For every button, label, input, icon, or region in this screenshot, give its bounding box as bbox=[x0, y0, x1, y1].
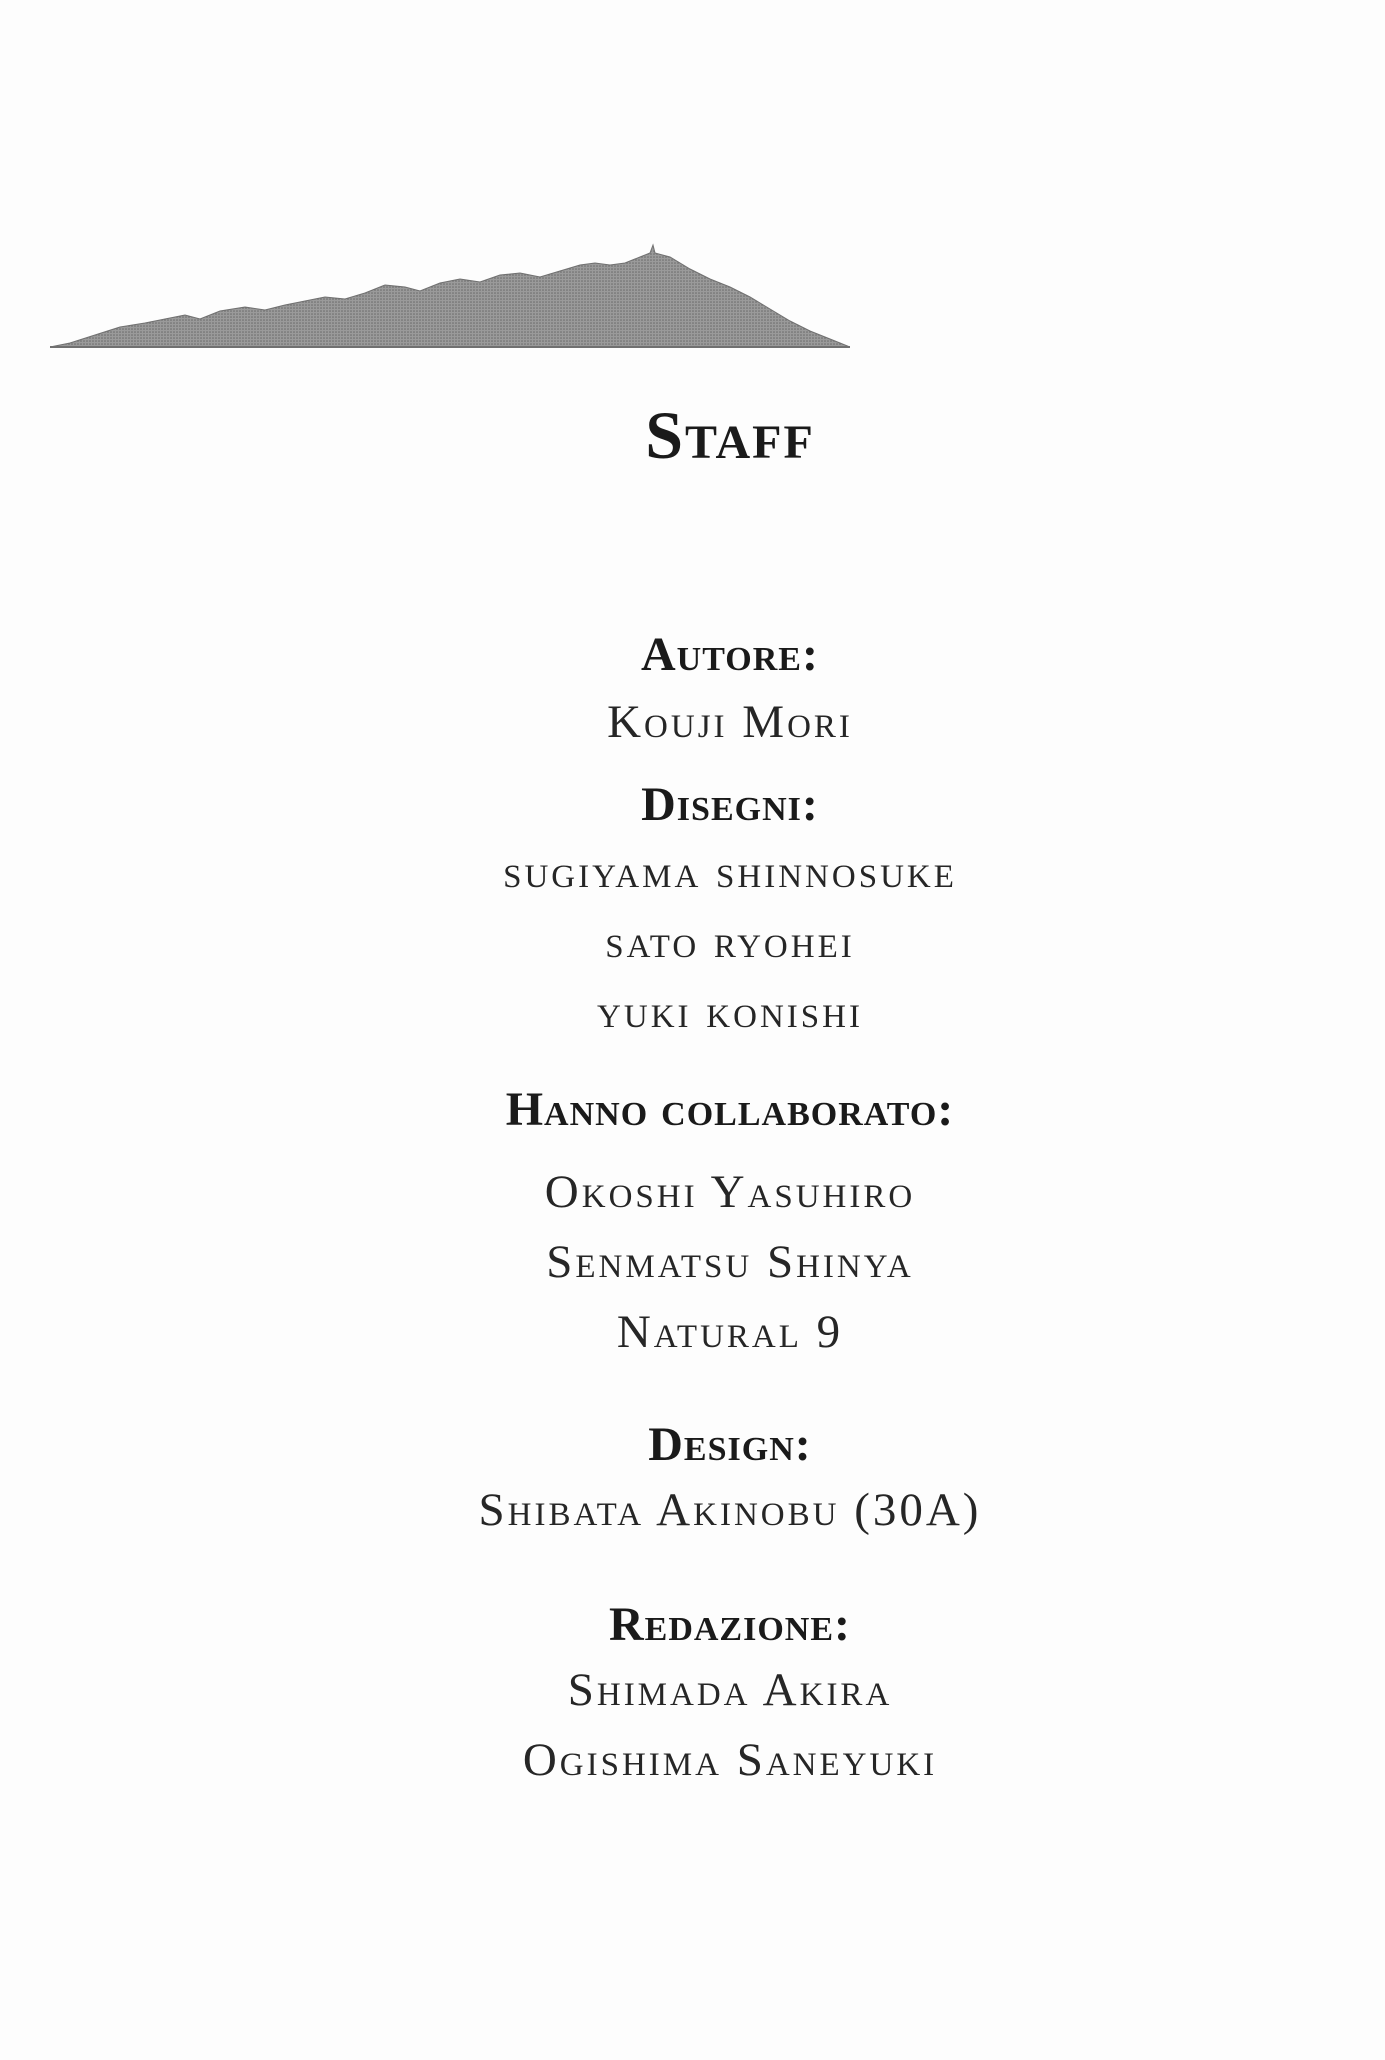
credit-name: sato ryohei bbox=[605, 916, 855, 968]
role-heading-disegni: Disegni: bbox=[641, 778, 819, 831]
credit-name: Senmatsu Shinya bbox=[546, 1236, 914, 1288]
role-heading-collaboratori: Hanno collaborato: bbox=[505, 1083, 955, 1136]
credit-name: Natural 9 bbox=[616, 1306, 844, 1358]
credit-name: Shibata Akinobu (30A) bbox=[478, 1484, 982, 1536]
role-heading-design: Design: bbox=[648, 1418, 812, 1471]
page-title: Staff bbox=[645, 397, 815, 473]
credit-name: Ogishima Saneyuki bbox=[522, 1734, 938, 1786]
credit-name: Kouji Mori bbox=[607, 696, 853, 748]
mountain-silhouette-icon bbox=[50, 235, 850, 355]
credit-name: yuki konishi bbox=[597, 986, 863, 1038]
credit-name: sugiyama shinnosuke bbox=[503, 846, 957, 898]
role-heading-autore: Autore: bbox=[641, 628, 819, 681]
credit-name: Okoshi Yasuhiro bbox=[544, 1166, 916, 1218]
credit-name: Shimada Akira bbox=[567, 1664, 893, 1716]
role-heading-redazione: Redazione: bbox=[608, 1598, 852, 1651]
